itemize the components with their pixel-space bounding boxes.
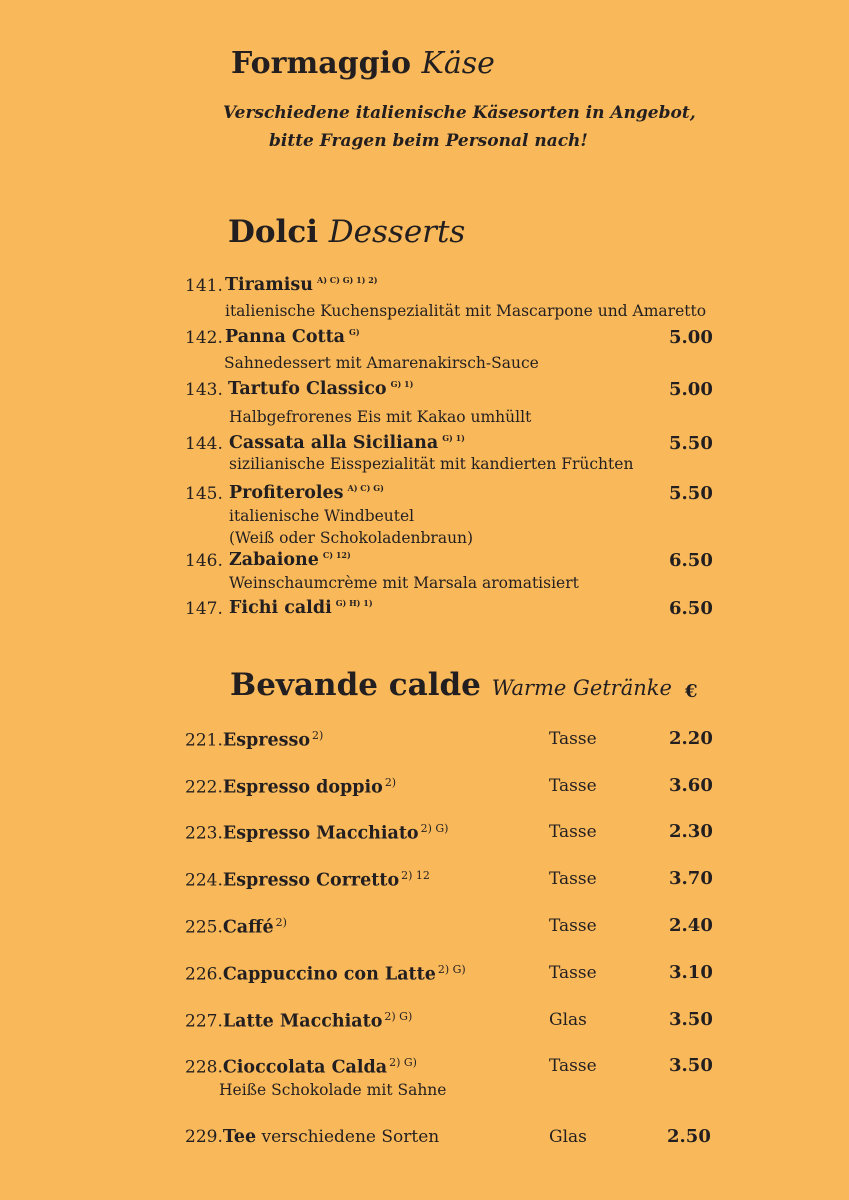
item-name-text: Tartufo Classico [228, 379, 387, 399]
drink-line [185, 1056, 417, 1077]
item-description: Weinschaumcrème mit Marsala aromatisiert [229, 574, 579, 592]
allergen-codes: A) C) G) 1) 2) [316, 275, 378, 286]
item-number: 229. [185, 1127, 223, 1147]
item-number: 142. [185, 328, 223, 348]
item-number: 145. [185, 484, 223, 504]
item-name: Espresso doppio [222, 777, 383, 798]
item-unit: Glas [549, 1010, 587, 1030]
item-number: 224. [185, 870, 223, 891]
item-unit: Tasse [549, 822, 597, 842]
item-unit: Tasse [549, 729, 597, 749]
allergen-codes: C) 12) [322, 550, 351, 561]
item-description: (Weiß oder Schokoladenbraun) [229, 529, 474, 547]
item-price: 2.30 [669, 821, 713, 842]
allergen-codes: 2) G) [420, 822, 449, 835]
drink-line [185, 776, 396, 797]
item-price: 3.50 [669, 1055, 713, 1076]
item-number: 143. [185, 380, 223, 400]
item-name: Cappuccino con Latte [222, 964, 436, 985]
item-name [229, 550, 351, 570]
allergen-codes: 2) [312, 729, 324, 742]
item-number: 227. [185, 1011, 223, 1032]
allergen-codes: 2) 12 [401, 869, 430, 882]
item-price: 2.40 [669, 915, 713, 936]
item-name-text: Fichi caldi [229, 598, 332, 618]
item-name: Espresso [222, 730, 311, 751]
drink-line [185, 729, 323, 750]
allergen-codes: 2) [275, 916, 287, 929]
item-price: 5.00 [669, 379, 713, 400]
item-number: 228. [185, 1057, 223, 1078]
formaggio-title: Formaggio [231, 46, 412, 81]
allergen-codes: 2) G) [437, 963, 466, 976]
item-name-text: Cassata alla Siciliana [229, 433, 439, 453]
item-number: 223. [185, 823, 223, 844]
item-name-text: Panna Cotta [225, 327, 346, 347]
item-price: 3.50 [669, 1009, 713, 1030]
item-extra: verschiedene Sorten [256, 1127, 440, 1147]
item-description: Halbgefrorenes Eis mit Kakao umhüllt [229, 408, 532, 426]
item-unit: Tasse [549, 1056, 597, 1076]
item-name: Tee [222, 1127, 257, 1147]
item-name-text: Zabaione [229, 550, 319, 570]
allergen-codes: G) 1) [390, 379, 414, 390]
item-number: 141. [185, 276, 223, 296]
item-name [228, 379, 413, 399]
item-price: 3.70 [669, 868, 713, 889]
allergen-codes: G) H) 1) [335, 598, 373, 609]
formaggio-note-line1: Verschiedene italienische Käsesorten in Angebot, [223, 103, 696, 123]
item-price: 5.50 [669, 483, 713, 504]
drink-line [185, 916, 287, 937]
item-name-text: Tiramisu [225, 275, 313, 295]
item-number: 144. [185, 434, 223, 454]
item-description: Heiße Schokolade mit Sahne [219, 1081, 447, 1099]
item-description: italienische Kuchenspezialität mit Mascarpone und Amaretto [225, 302, 707, 320]
item-unit: Glas [549, 1127, 587, 1147]
item-name: Espresso Corretto [222, 870, 400, 891]
item-unit: Tasse [549, 869, 597, 889]
item-unit: Tasse [549, 963, 597, 983]
item-price: 3.10 [669, 962, 713, 983]
item-name [229, 433, 465, 453]
item-number: 146. [185, 551, 223, 571]
item-price: 5.00 [669, 327, 713, 348]
item-description: sizilianische Eisspezialität mit kandierten Früchten [229, 455, 634, 473]
bevande-heading [230, 667, 672, 703]
item-unit: Tasse [549, 916, 597, 936]
drink-line [185, 963, 466, 984]
item-name [229, 598, 373, 618]
item-number: 147. [185, 599, 223, 619]
allergen-codes: 2) [384, 776, 397, 789]
item-name: Latte Macchiato [222, 1011, 383, 1032]
item-price: 2.50 [667, 1126, 711, 1147]
dolci-subtitle: Desserts [328, 214, 466, 250]
item-name: Caffé [222, 917, 274, 938]
dolci-title: Dolci [228, 214, 318, 250]
allergen-codes: G) 1) [442, 433, 465, 444]
bevande-title: Bevande calde [230, 667, 481, 703]
allergen-codes: 2) G) [389, 1056, 417, 1069]
item-number: 222. [185, 777, 223, 798]
allergen-codes: 2) G) [384, 1010, 413, 1023]
formaggio-subtitle: Käse [421, 46, 495, 81]
allergen-codes: G) [349, 327, 360, 338]
item-description: Sahnedessert mit Amarenakirsch-Sauce [224, 354, 539, 372]
formaggio-heading [231, 46, 495, 81]
item-price: 2.20 [669, 728, 713, 749]
item-name-text: Profiteroles [229, 483, 344, 503]
item-number: 226. [185, 964, 223, 985]
item-unit: Tasse [549, 776, 597, 796]
bevande-currency: € [685, 681, 698, 702]
item-price: 3.60 [669, 775, 713, 796]
item-name [225, 327, 360, 347]
item-number: 221. [185, 730, 223, 751]
item-name: Cioccolata Calda [222, 1057, 388, 1078]
item-price: 6.50 [669, 598, 713, 619]
item-name [229, 483, 384, 503]
dolci-heading [228, 214, 465, 250]
item-price: 6.50 [669, 550, 713, 571]
item-name [225, 275, 378, 295]
item-description: italienische Windbeutel [229, 507, 415, 525]
drink-line [185, 1127, 439, 1147]
item-price: 5.50 [669, 433, 713, 454]
drink-line [185, 869, 430, 890]
allergen-codes: A) C) G) [347, 483, 384, 494]
drink-line [185, 822, 448, 843]
item-number: 225. [185, 917, 223, 938]
bevande-subtitle: Warme Getränke [491, 676, 672, 700]
item-name: Espresso Macchiato [222, 823, 419, 844]
formaggio-note-line2: bitte Fragen beim Personal nach! [269, 131, 588, 151]
drink-line [185, 1010, 412, 1031]
